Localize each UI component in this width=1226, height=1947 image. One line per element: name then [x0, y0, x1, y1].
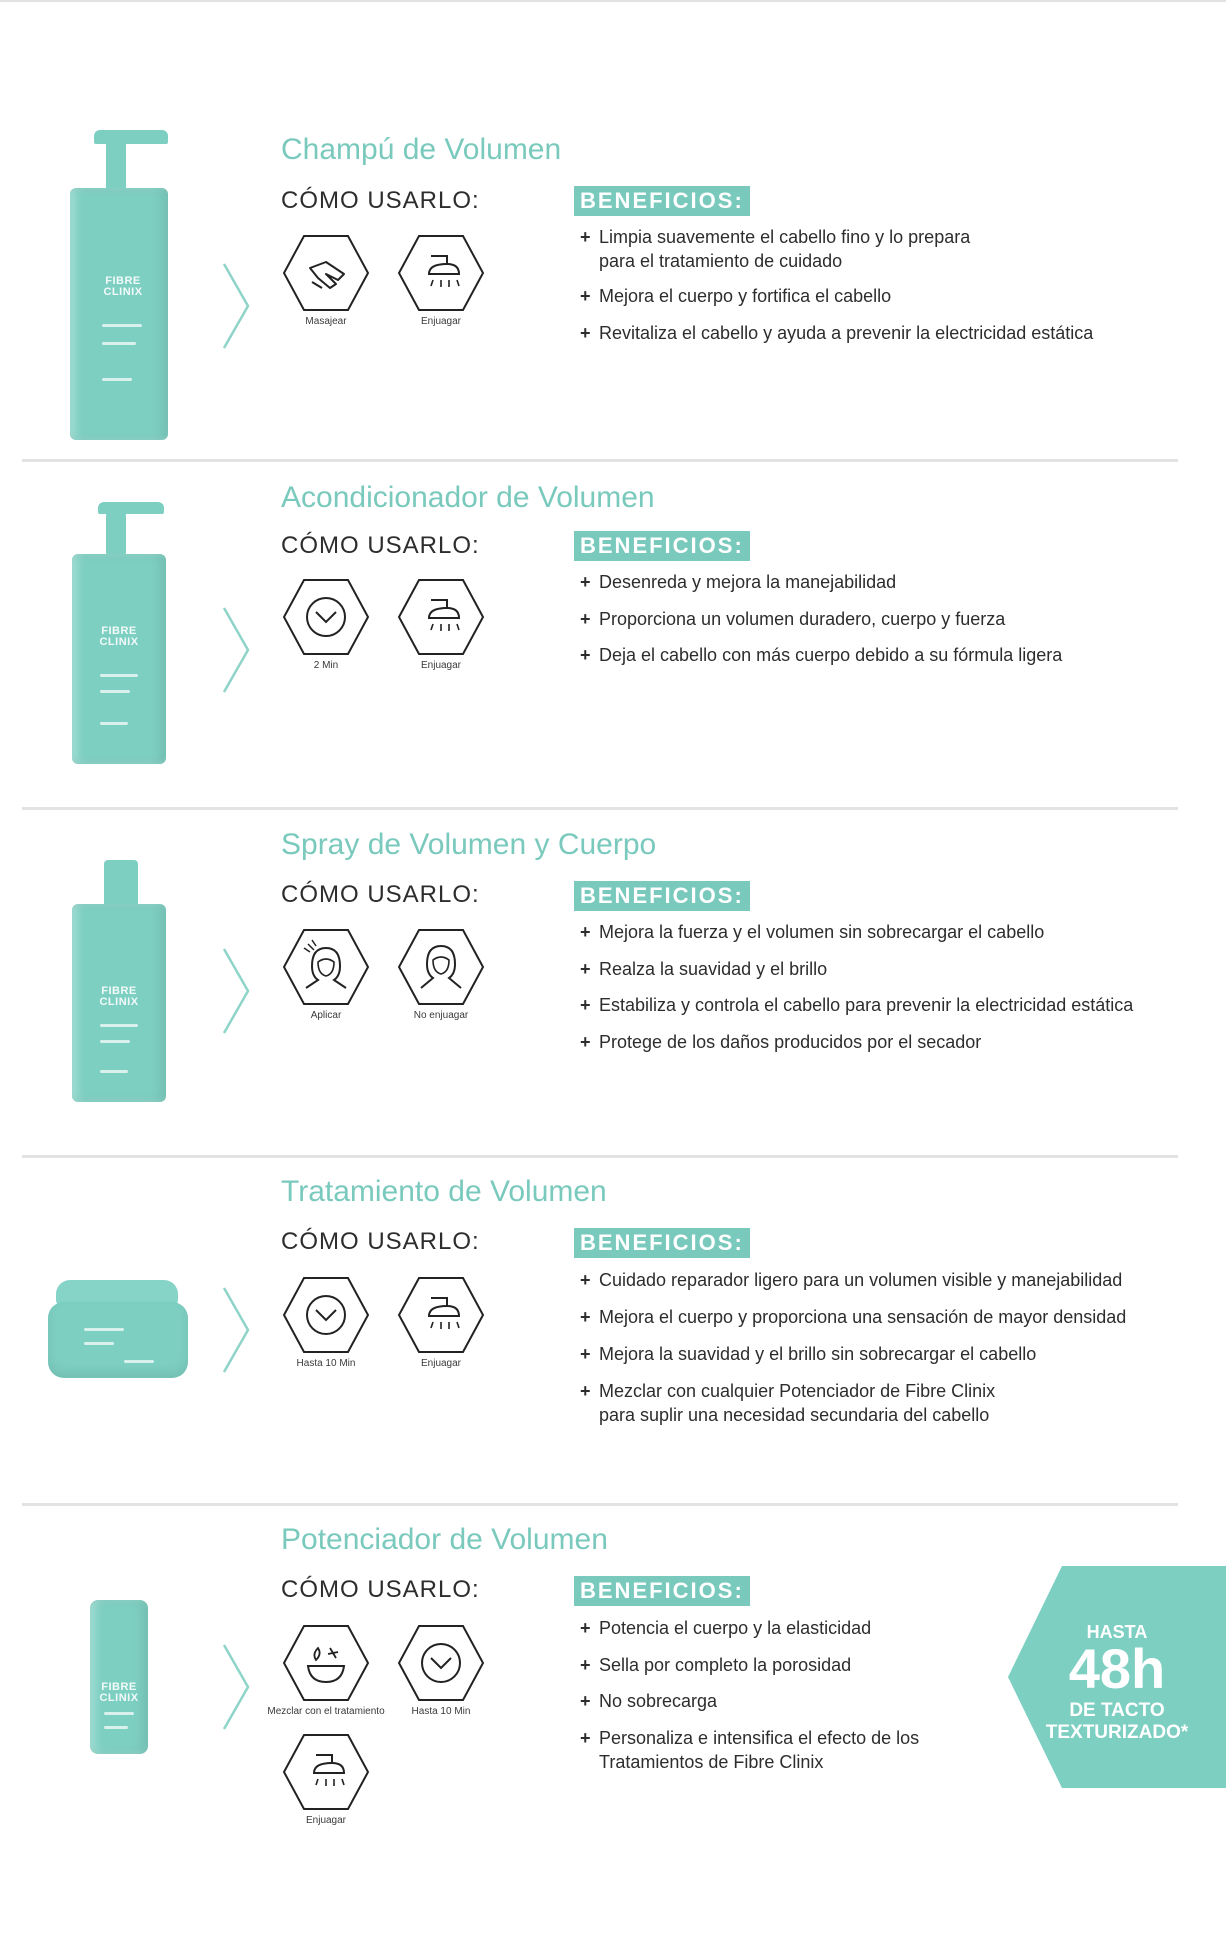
chevron-right-icon	[222, 1286, 252, 1374]
benefit-item: + Mejora el cuerpo y fortifica el cabello	[580, 286, 892, 306]
product-brand-label: FIBRE CLINIX	[99, 625, 139, 648]
48h-texture-badge	[1008, 1566, 1226, 1788]
benefit-item: + Protege de los daños producidos por el secador	[580, 1032, 982, 1052]
shower-icon	[397, 1276, 485, 1354]
shower-icon	[282, 1733, 370, 1811]
product-title: Tratamiento de Volumen	[281, 1175, 607, 1208]
step-rinse	[386, 234, 496, 327]
product-brand-label: FIBRE CLINIX	[99, 1681, 139, 1704]
treatment-jar-image	[48, 1280, 190, 1380]
badge-line2: TEXTURIZADO*	[1045, 1722, 1189, 1743]
step-massage	[271, 234, 381, 327]
section-divider	[22, 1503, 1178, 1506]
step-mix	[257, 1624, 395, 1717]
benefit-item: + Desenreda y mejora la manejabilidad	[580, 572, 897, 592]
step-caption: Hasta 10 Min	[296, 1358, 356, 1369]
product-title: Champú de Volumen	[281, 133, 562, 166]
product-title: Acondicionador de Volumen	[281, 481, 655, 514]
badge-big-text: 48h	[1068, 1637, 1166, 1700]
step-caption: Aplicar	[310, 1010, 342, 1021]
mix-bowl-icon	[282, 1624, 370, 1702]
benefit-item: + Estabiliza y controla el cabello para prevenir la electricidad estática	[580, 995, 1134, 1015]
benefit-item: + Revitaliza el cabello y ayuda a prevenir la electricidad estática	[580, 323, 1094, 343]
how-to-label: CÓMO USARLO:	[281, 1228, 480, 1255]
how-to-label: CÓMO USARLO:	[281, 187, 480, 214]
step-caption: Enjuagar	[420, 316, 462, 327]
top-rule	[0, 0, 1226, 2]
clock-icon	[282, 1276, 370, 1354]
benefit-item: + Sella por completo la porosidad	[580, 1655, 852, 1675]
product-brand-label: FIBRE CLINIX	[99, 985, 139, 1008]
how-to-label: CÓMO USARLO:	[281, 1576, 480, 1603]
badge-line1: DE TACTO	[1069, 1700, 1165, 1721]
benefit-item: + Personaliza e intensifica el efecto de los Tratamientos de Fibre Clinix	[580, 1728, 920, 1772]
badge-top-text: HASTA	[1086, 1622, 1148, 1642]
chevron-right-icon	[222, 262, 252, 350]
benefit-item: + Mejora el cuerpo y proporciona una sensación de mayor densidad	[580, 1307, 1127, 1327]
benefit-item: + Potencia el cuerpo y la elasticidad	[580, 1618, 872, 1638]
chevron-right-icon	[222, 1643, 252, 1731]
spray-apply-icon	[282, 928, 370, 1006]
benefit-item: + No sobrecarga	[580, 1691, 718, 1711]
step-caption: Masajear	[305, 316, 347, 327]
clock-icon	[397, 1624, 485, 1702]
section-divider	[22, 1155, 1178, 1158]
step-caption: Mezclar con el tratamiento	[267, 1706, 385, 1717]
step-no-rinse	[386, 928, 496, 1021]
step-rinse	[386, 1276, 496, 1369]
section-divider	[22, 459, 1178, 462]
benefits-badge: BENEFICIOS:	[574, 1576, 750, 1606]
benefit-item: + Mejora la suavidad y el brillo sin sobrecargar el cabello	[580, 1344, 1037, 1364]
clock-icon	[282, 578, 370, 656]
how-to-label: CÓMO USARLO:	[281, 881, 480, 908]
shampoo-bottle-image	[60, 128, 180, 448]
step-rinse	[386, 578, 496, 671]
benefit-item: + Mejora la fuerza y el volumen sin sobrecargar el cabello	[580, 922, 1045, 942]
step-wait	[386, 1624, 496, 1717]
booster-bottle-image	[88, 1600, 150, 1756]
benefit-item: + Deja el cabello con más cuerpo debido a su fórmula ligera	[580, 645, 1063, 665]
step-wait	[271, 578, 381, 671]
shower-icon	[397, 234, 485, 312]
step-caption: Enjuagar	[305, 1815, 347, 1826]
chevron-right-icon	[222, 947, 252, 1035]
product-title: Potenciador de Volumen	[281, 1523, 608, 1556]
benefit-item: + Proporciona un volumen duradero, cuerpo y fuerza	[580, 609, 1006, 629]
benefits-badge: BENEFICIOS:	[574, 1228, 750, 1258]
conditioner-bottle-image	[62, 502, 182, 766]
how-to-label: CÓMO USARLO:	[281, 532, 480, 559]
benefit-item: + Realza la suavidad y el brillo	[580, 959, 828, 979]
benefit-item: + Limpia suavemente el cabello fino y lo prepara para el tratamiento de cuidado	[580, 227, 971, 271]
product-title: Spray de Volumen y Cuerpo	[281, 828, 657, 861]
benefits-badge: BENEFICIOS:	[574, 531, 750, 561]
product-brand-label: FIBRE CLINIX	[103, 275, 143, 298]
step-wait	[271, 1276, 381, 1369]
benefit-item: + Mezclar con cualquier Potenciador de Fibre Clinix para suplir una necesidad secundaria del cabello	[580, 1381, 996, 1425]
shower-icon	[397, 578, 485, 656]
step-apply	[271, 928, 381, 1021]
step-caption: No enjuagar	[413, 1010, 469, 1021]
step-caption: 2 Min	[313, 660, 339, 671]
benefit-item: + Cuidado reparador ligero para un volumen visible y manejabilidad	[580, 1270, 1123, 1290]
step-caption: Enjuagar	[420, 660, 462, 671]
step-caption: Enjuagar	[420, 1358, 462, 1369]
step-caption: Hasta 10 Min	[411, 1706, 471, 1717]
spray-bottle-image	[70, 860, 170, 1104]
benefits-badge: BENEFICIOS:	[574, 186, 750, 216]
hand-massage-icon	[282, 234, 370, 312]
person-icon	[397, 928, 485, 1006]
chevron-right-icon	[222, 606, 252, 694]
step-rinse	[271, 1733, 381, 1826]
section-divider	[22, 807, 1178, 810]
benefits-badge: BENEFICIOS:	[574, 881, 750, 911]
